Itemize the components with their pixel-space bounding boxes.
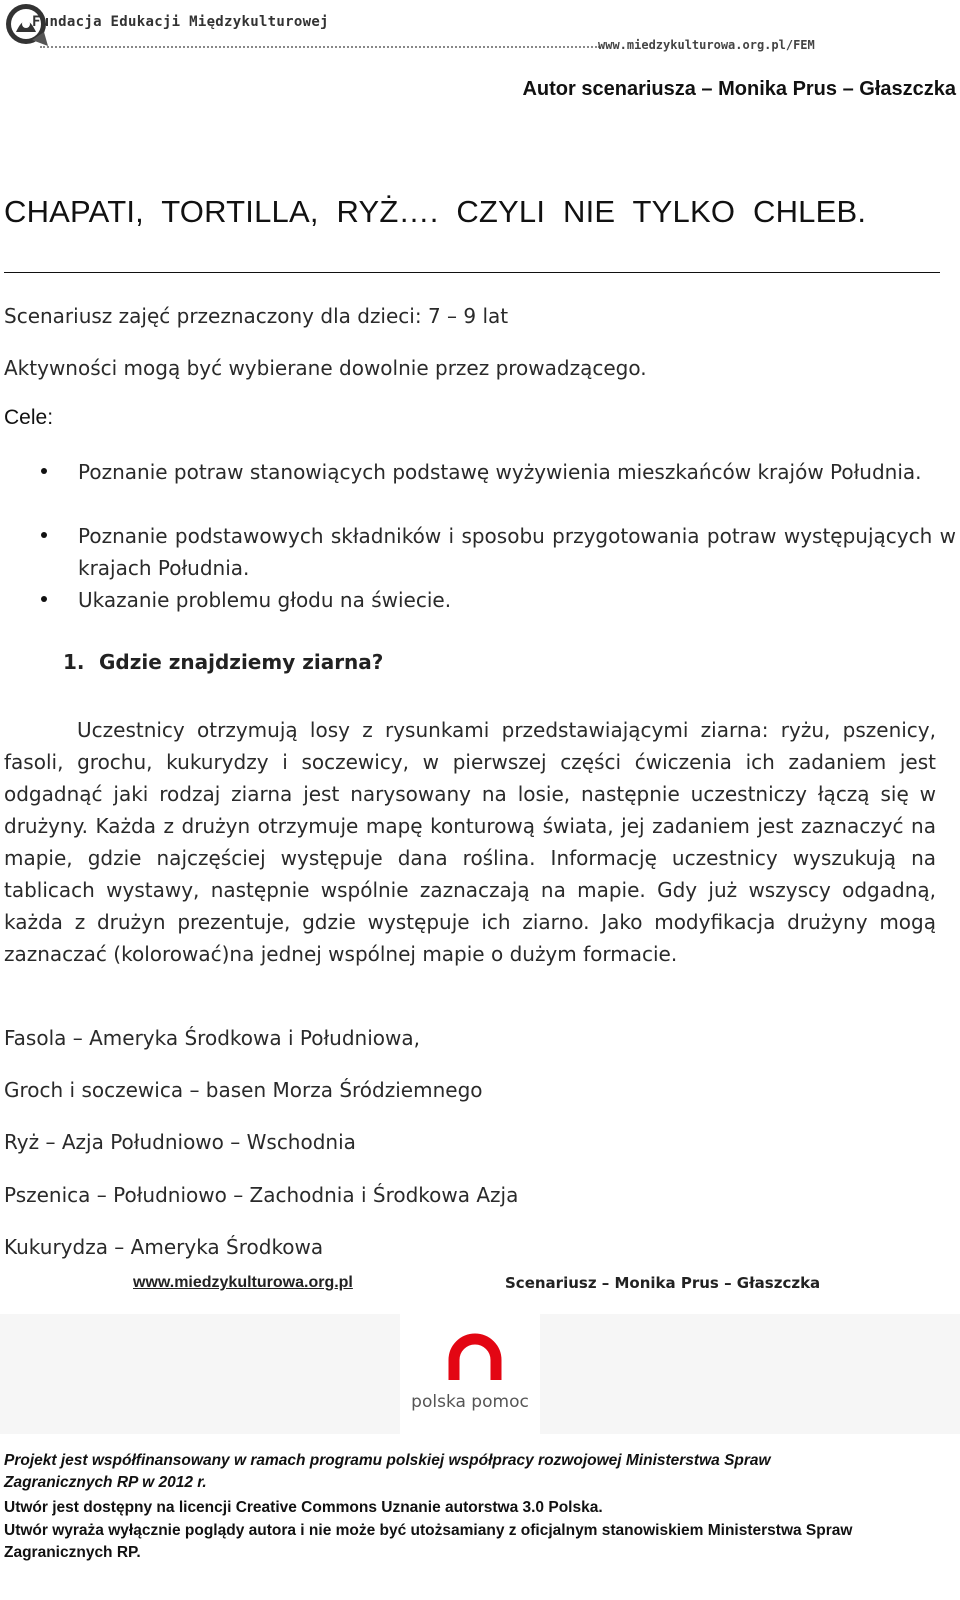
disclaimer-note: Utwór wyraża wyłącznie poglądy autora i nie może być utożsamiany z oficjalnym stanowiskiem Ministerstwa Spraw Zagranicznych RP. — [4, 1522, 853, 1561]
goal-text: Poznanie potraw stanowiących podstawę wyżywienia mieszkańców krajów Południa. — [78, 460, 922, 484]
section-title: Gdzie znajdziemy ziarna? — [99, 650, 384, 674]
activities-note: Aktywności mogą być wybierane dowolnie przez prowadzącego. — [4, 356, 647, 380]
grain-region-line: Groch i soczewica – basen Morza Śródziemnego — [4, 1078, 483, 1102]
organization-name: Fundacja Edukacji Międzykulturowej — [32, 14, 329, 30]
document-title: CHAPATI, TORTILLA, RYŻ…. CZYLI NIE TYLKO CHLEB. — [4, 194, 867, 229]
bullet-icon — [41, 532, 47, 538]
grain-region-line: Ryż – Azja Południowo – Wschodnia — [4, 1130, 356, 1154]
goal-item — [0, 520, 956, 584]
grain-region-line: Kukurydza – Ameryka Środkowa — [4, 1235, 324, 1259]
author-line: Autor scenariusza – Monika Prus – Głaszczka — [522, 78, 956, 100]
section-number: 1. — [63, 650, 85, 674]
title-underline — [4, 272, 940, 273]
grain-region-line: Pszenica – Południowo – Zachodnia i Środkowa Azja — [4, 1183, 519, 1207]
license-note: Utwór jest dostępny na licencji Creative Commons Uznanie autorstwa 3.0 Polska. — [4, 1499, 603, 1516]
goal-item — [0, 456, 956, 520]
polska-pomoc-logo-text: polska pomoc — [411, 1392, 529, 1412]
grain-region-line: Fasola – Ameryka Środkowa i Południowa, — [4, 1026, 420, 1050]
funding-note: Projekt jest współfinansowany w ramach programu polskiej współpracy rozwojowej Ministerstwa Spraw Zagranicznych RP w 2012 r. — [4, 1452, 771, 1491]
goals-heading: Cele: — [4, 406, 54, 429]
footer-website-link[interactable]: www.miedzykulturowa.org.pl — [133, 1274, 353, 1291]
age-range-line: Scenariusz zajęć przeznaczony dla dzieci: 7 – 9 lat — [4, 304, 509, 328]
header-divider — [40, 46, 600, 48]
polska-pomoc-logo-icon — [440, 1330, 510, 1388]
bullet-icon — [41, 596, 47, 602]
goal-text: Ukazanie problemu głodu na świecie. — [78, 588, 452, 612]
goals-list — [0, 456, 956, 616]
section-heading — [63, 650, 383, 674]
goal-item — [0, 584, 956, 616]
header-site-url: www.miedzykulturowa.org.pl/FEM — [598, 38, 815, 52]
goal-text: Poznanie podstawowych składników i sposobu przygotowania potraw występujących w krajach Południa. — [78, 524, 956, 580]
footer-author: Scenariusz – Monika Prus – Głaszczka — [505, 1274, 821, 1292]
bullet-icon — [41, 468, 47, 474]
exercise-description: Uczestnicy otrzymują losy z rysunkami przedstawiającymi ziarna: ryżu, pszenicy, fasoli, grochu, kukurydzy i soczewicy, w pierwszej części ćwiczenia ich zadaniem jest odgadnąć jaki rodzaj ziarna jest narysowany na losie, następnie uczestniczy łączą się w drużyny. Każda z drużyn otrzymuje mapę konturową świata, jej zadaniem jest zaznaczyć na mapie, gdzie najczęściej występuje dana roślina. Informację uczestnicy wyszukują na tablicach wystawy, następnie wspólnie zaznaczają na mapie. Gdy już wszyscy odgadną, każda z drużyn prezentuje, gdzie występuje ich ziarno. Jako modyfikacja drużyny mogą zaznaczać (kolorować)na jednej wspólnej mapie o dużym formacie. — [4, 718, 936, 966]
